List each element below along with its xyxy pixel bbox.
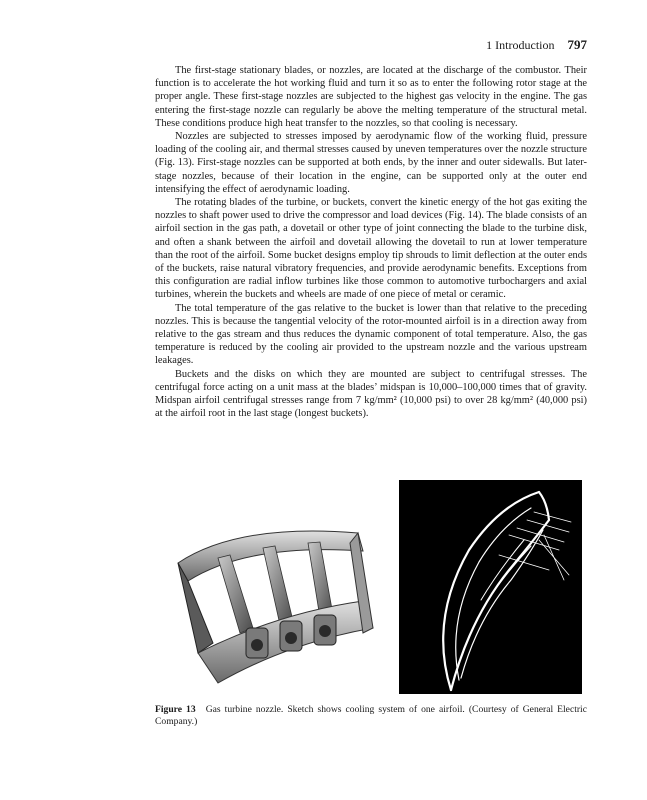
running-header <box>486 37 587 53</box>
body-text <box>155 64 587 420</box>
figure-label: Figure 13 <box>155 704 196 715</box>
figure-caption <box>155 704 587 728</box>
page-number: 797 <box>567 37 587 52</box>
airfoil-cooling-sketch <box>399 480 582 694</box>
section-title: 1 Introduction <box>486 38 555 52</box>
paragraph: The first-stage stationary blades, or nozzles, are located at the discharge of the combustor. Their function is to accelerate the hot working fluid and turn it so as to enter the following rotor stage at the proper angle. These first-stage nozzles are subjected to the highest gas velocity in the engine. The gas entering the first-stage nozzle can regularly be above the melting temperature of the structural metal. These conditions produce high heat transfer to the nozzles, so that cooling is necessary. <box>155 65 587 129</box>
paragraph: The rotating blades of the turbine, or buckets, convert the kinetic energy of the hot gas exiting the nozzles to shaft power used to drive the compressor and load devices (Fig. 14). The blade consists of an airfoil section in the gas path, a dovetail or other type of joint connecting the blade to the turbine disk, and often a shank between the airfoil and dovetail allowing the dovetail to run at lower temperature than the root of the airfoil. Some bucket designs employ tip shrouds to limit deflection at the outer ends of the buckets, raise natural vibratory frequencies, and provide aerodynamic benefits. Exceptions from this configuration are radial inflow turbines like those common to automotive turbochargers and axial turbines, wherein the buckets and wheels are made of one piece of metal or ceramic. <box>155 197 587 301</box>
caption-text: Gas turbine nozzle. Sketch shows cooling system of one airfoil. (Courtesy of General Electric Company.) <box>155 704 587 727</box>
paragraph: Buckets and the disks on which they are mounted are subject to centrifugal stresses. The centrifugal force acting on a unit mass at the blades’ midspan is 10,000–100,000 times that of gravity. Midspan airfoil centrifugal stresses range from 7 kg/mm² (10,000 psi) to over 28 kg/mm² (40,000 psi) at the airfoil root in the last stage (longest buckets). <box>155 368 587 420</box>
paragraph: Nozzles are subjected to stresses imposed by aerodynamic flow of the working fluid, pressure loading of the cooling air, and thermal stresses caused by uneven temperatures over the nozzle structure (Fig. 13). First-stage nozzles can be supported at both ends, by the inner and outer sidewalls. But later-stage nozzles, because of their location in the engine, can be supported only at the outer end intensifying the effect of aerodynamic loading. <box>155 131 587 195</box>
paragraph: The total temperature of the gas relative to the bucket is lower than that relative to the preceding nozzles. This is because the tangential velocity of the rotor-mounted airfoil is in a direction away from relative to the gas stream and thus reduces the dynamic component of total temperature. Also, the gas temperature is reduced by the cooling air provided to the upstream nozzle and the various upstream leakages. <box>155 302 587 367</box>
nozzle-photo <box>158 503 388 689</box>
